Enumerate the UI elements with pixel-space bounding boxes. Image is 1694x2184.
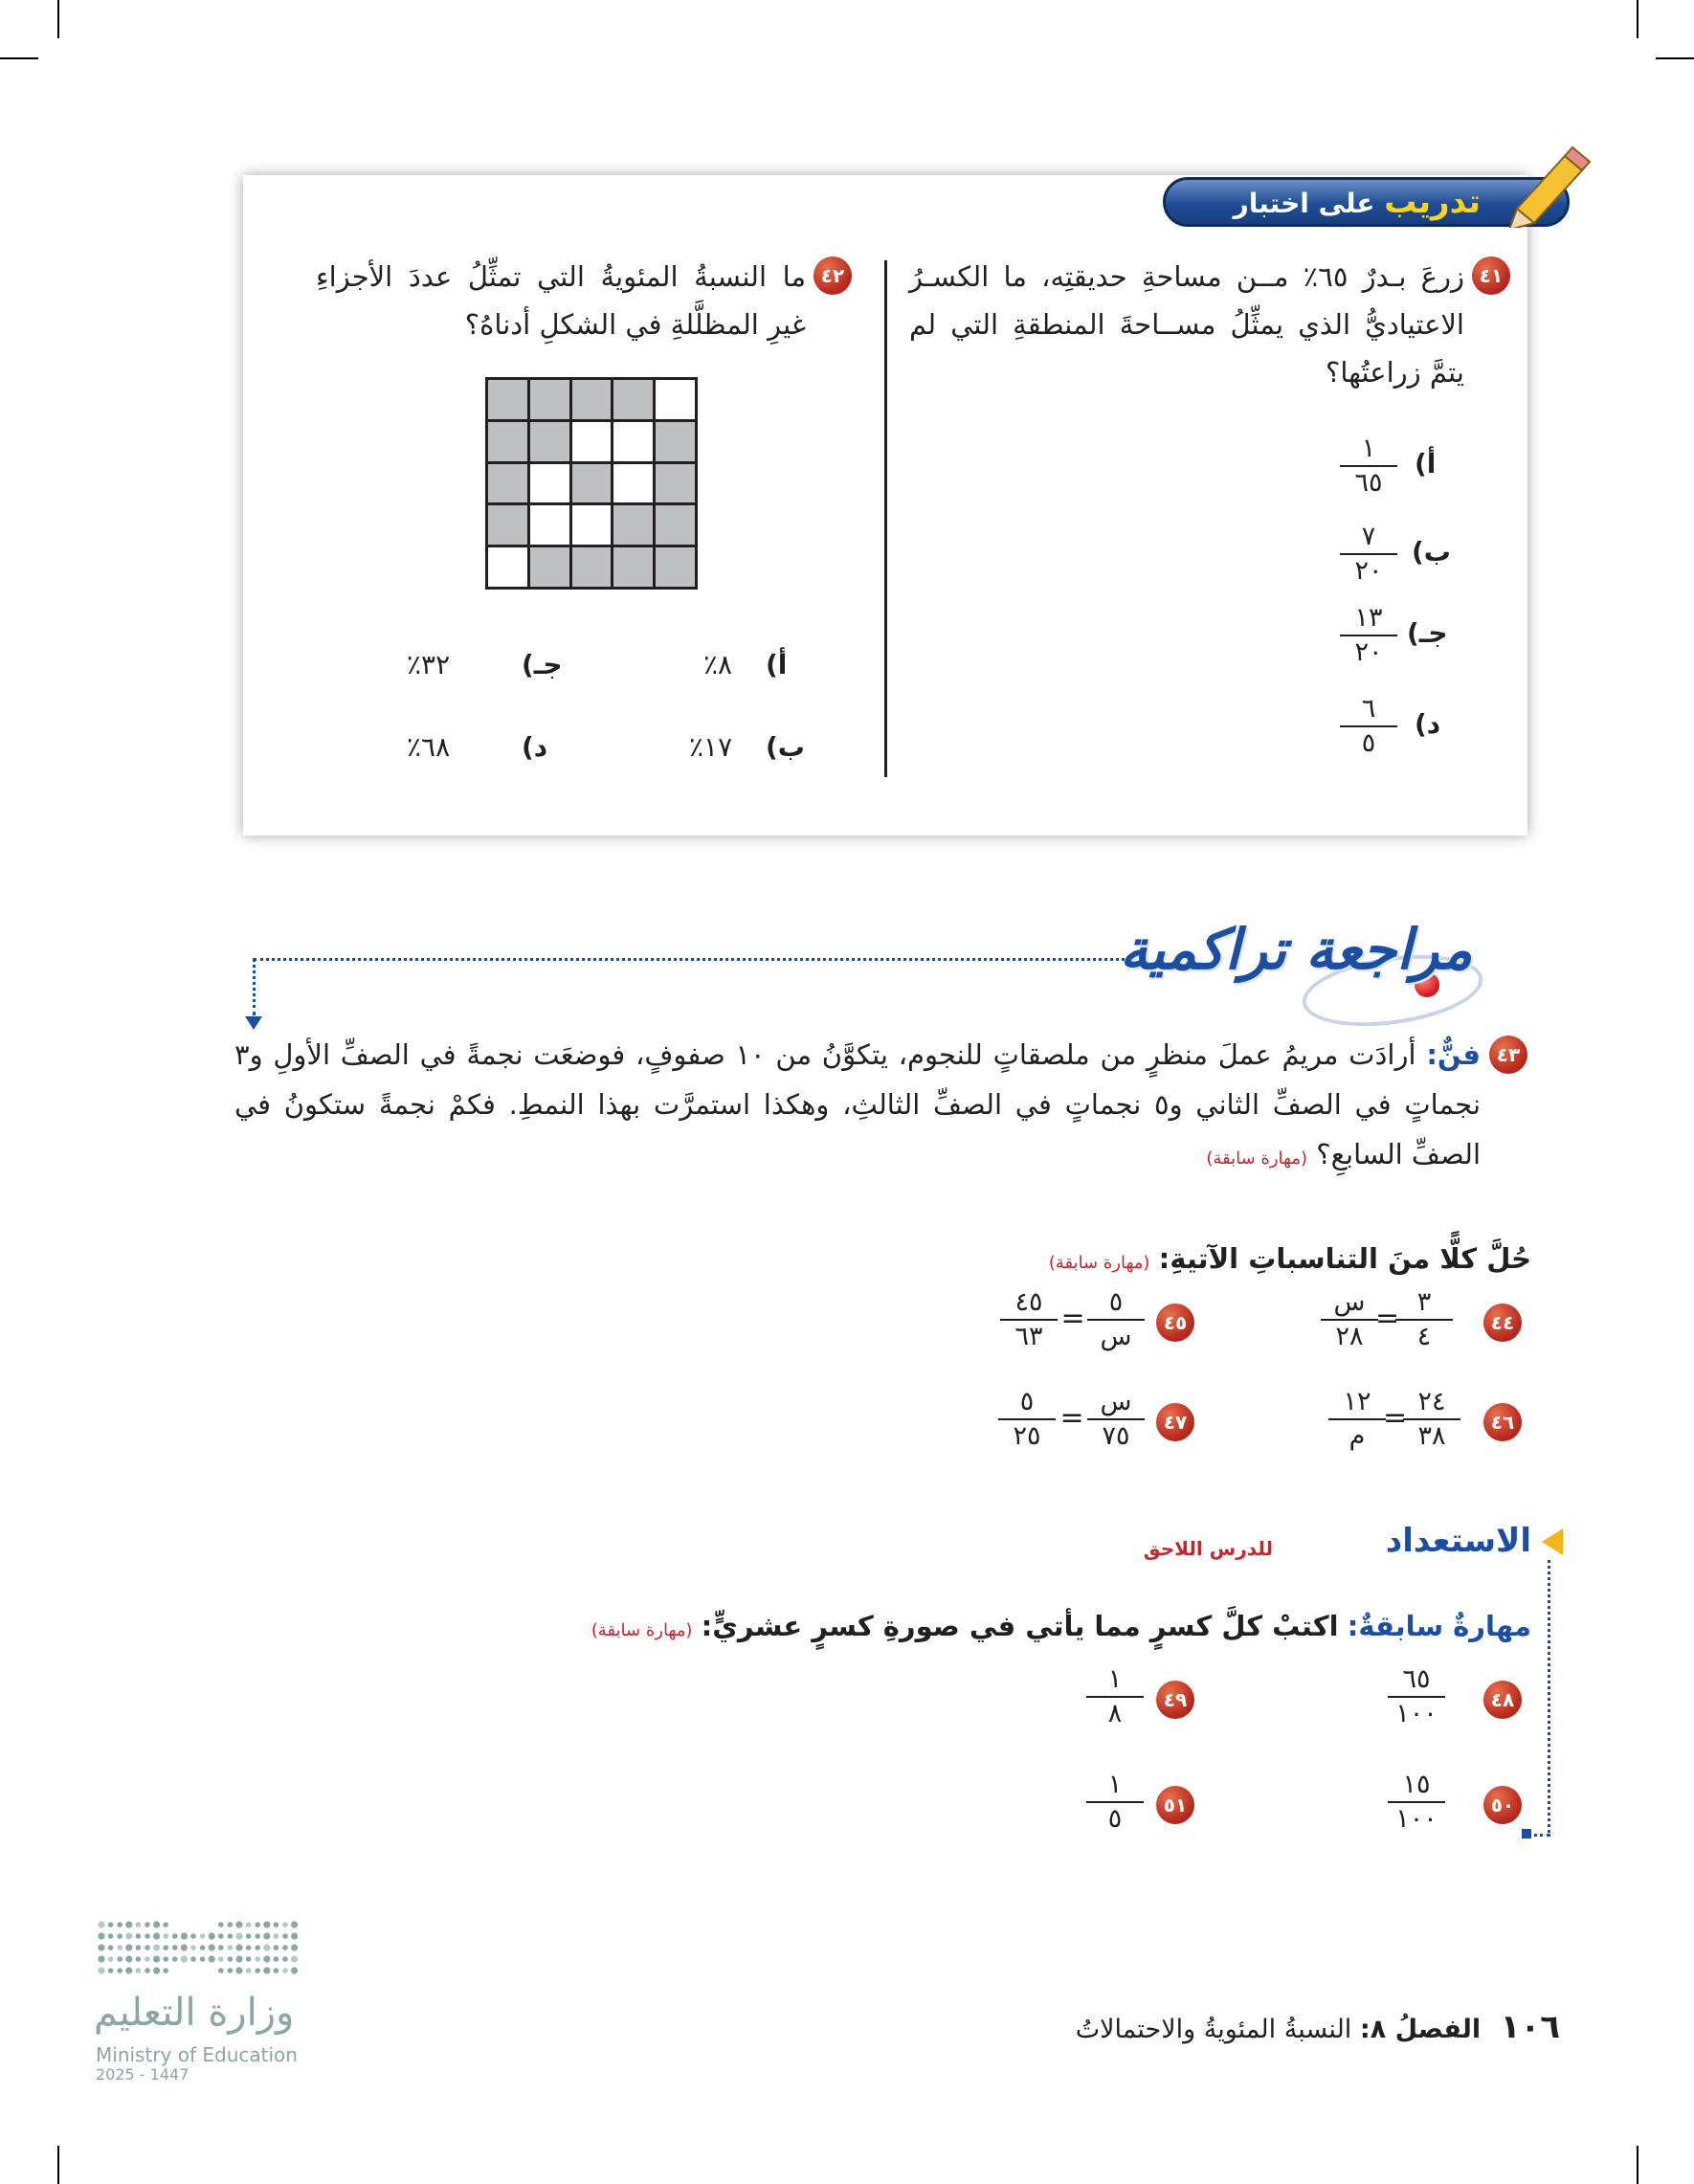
logo-dot [98,1967,104,1973]
logo-dot [153,1955,160,1962]
q41-option-a-label[interactable]: أ) [1415,448,1437,479]
prep-fraction: ١ ٨ [1086,1663,1144,1730]
logo-dot [117,1968,123,1973]
q41-option-b-fraction: ٧ ٢٠ [1340,521,1397,588]
logo-dot [274,1956,279,1962]
equation-right-fraction: ٤٥ ٦٣ [1000,1286,1058,1353]
prep-fraction: ١ ٥ [1086,1769,1144,1836]
logo-dot [263,1921,270,1928]
equals-sign: = [1059,1401,1084,1435]
logo-dot [145,1945,150,1950]
logo-dot [200,1956,206,1962]
prep-subtitle: للدرس اللاحق [1143,1537,1273,1560]
logo-dot [125,1921,132,1928]
prep-dotted-line [1548,1560,1550,1833]
question-number-٥٠: ٥٠ [1483,1786,1522,1824]
logo-dot [282,1945,288,1950]
logo-dot [246,1922,252,1928]
logo-dot [163,1933,168,1939]
skill-tag: (مهارة سابقة) [591,1620,693,1640]
grid-cell-unshaded [613,464,653,503]
review-dotted-connector [253,958,256,1015]
grid-cell-shaded [613,505,653,545]
logo-dot [181,1955,188,1962]
logo-dot [218,1968,224,1973]
logo-dot [218,1922,224,1928]
logo-dot [117,1945,123,1950]
logo-dot [291,1921,298,1928]
equation-left-fraction: ٥ س [1087,1286,1145,1353]
logo-dot [282,1922,288,1928]
logo-dot [200,1933,206,1939]
logo-dot [136,1968,142,1973]
logo-dot [263,1955,270,1962]
ministry-name-english: Ministry of Education [96,2043,298,2066]
logo-dot [145,1922,150,1928]
equation-right-fraction: ٥ ٢٥ [998,1386,1056,1453]
grid-cell-shaded [530,380,569,419]
logo-dot [282,1956,288,1962]
question-43-lead: فنٌّ: [1426,1038,1481,1071]
grid-cell-unshaded [530,464,569,503]
logo-dot [282,1933,288,1939]
cumulative-review-title: مراجعة تراكمية [1120,917,1473,982]
question-number-٥١: ٥١ [1156,1786,1194,1824]
logo-dot [98,1955,104,1962]
logo-dot [98,1921,104,1928]
logo-dot [163,1956,168,1962]
logo-dot [190,1933,196,1939]
logo-dot [263,1932,270,1939]
logo-dot [108,1956,114,1962]
logo-dot [235,1932,242,1939]
q41-option-b-label[interactable]: ب) [1412,536,1451,568]
grid-cell-unshaded [613,422,653,461]
logo-dot [136,1956,142,1962]
logo-dot [282,1968,288,1973]
q42-option-b-value: ١٧٪ [689,731,733,763]
question-number-٤٩: ٤٩ [1156,1681,1194,1719]
crop-mark [0,57,38,59]
grid-cell-shaded [488,422,527,461]
logo-dot [153,1932,160,1939]
question-42-text: ما النسبةُ المئويةُ التي تمثِّلُ عددَ الأجزاءِ غيرِ المظلَّلةِ في الشكلِ أدناهُ؟ [316,260,806,341]
logo-dot [255,1956,260,1962]
logo-dot [246,1945,252,1950]
grid-cell-unshaded [530,505,569,545]
question-number-42: ٤٢ [814,256,852,295]
logo-dot [228,1956,234,1962]
equation-right-fraction: س ٢٨ [1321,1286,1378,1353]
grid-cell-unshaded [488,547,527,587]
prep-fraction: ٦٥ ١٠٠ [1388,1663,1445,1730]
question-number-٤٤: ٤٤ [1483,1304,1522,1342]
equals-sign: = [1375,1302,1400,1335]
prep-instruction-text: اكتبْ كلَّ كسرٍ مما يأتي في صورةِ كسرٍ عشريٍّ: [701,1610,1339,1642]
logo-dot [291,1955,298,1962]
grid-cell-shaded [488,505,527,545]
q42-option-b-label[interactable]: ب) [766,731,805,763]
logo-dot [291,1967,298,1973]
q41-option-a-fraction: ١ ٦٥ [1340,433,1397,500]
logo-dot [246,1933,252,1939]
prep-title: الاستعداد [1385,1522,1531,1560]
logo-dot [228,1933,234,1939]
logo-dot [98,1932,104,1939]
proportions-instruction [574,1235,1531,1287]
shaded-grid-figure [485,377,698,590]
logo-dot [117,1956,123,1962]
crop-mark [1637,0,1638,38]
logo-dot [274,1945,279,1950]
question-number-٤٦: ٤٦ [1483,1403,1522,1441]
question-number-٤٧: ٤٧ [1156,1403,1194,1441]
logo-dot [263,1967,270,1973]
crop-mark [1656,57,1694,59]
logo-dot [181,1932,188,1939]
logo-dot [255,1933,260,1939]
column-divider [884,260,887,777]
logo-dot [153,1967,160,1973]
logo-dot [172,1933,178,1939]
ministry-name-arabic: وزارة التعليم [94,1991,295,2035]
logo-dot [163,1945,168,1950]
question-number-٤٨: ٤٨ [1483,1681,1522,1719]
prep-instruction [383,1602,1531,1655]
banner-word-practice: تدريب [1384,183,1481,221]
logo-dot [255,1945,260,1950]
logo-dot [209,1932,215,1939]
grid-cell-unshaded [572,505,612,545]
grid-cell-shaded [572,380,612,419]
prep-fraction: ١٥ ١٠٠ [1388,1769,1445,1836]
logo-dot [274,1922,279,1928]
equals-sign: = [1383,1401,1408,1435]
logo-dot [172,1956,178,1962]
logo-dot [190,1945,196,1950]
skill-tag: (مهارة سابقة) [1048,1253,1150,1273]
prep-square-marker [1522,1829,1531,1839]
grid-cell-shaded [572,547,612,587]
chapter-title: النسبةُ المئويةُ والاحتمالاتُ [1075,2015,1352,2044]
grid-cell-shaded [530,422,569,461]
down-arrow-icon [245,1016,262,1030]
q41-option-c-label[interactable]: جـ) [1407,617,1448,649]
logo-dot [291,1932,298,1939]
crop-mark [57,0,59,38]
logo-dot [235,1921,242,1928]
equation-left-fraction: ٢٤ ٣٨ [1403,1386,1460,1453]
prep-lead: مهارةٌ سابقةٌ: [1347,1610,1531,1642]
grid-cell-shaded [488,380,527,419]
logo-dot [145,1956,150,1962]
logo-dot [291,1944,298,1950]
logo-dot [136,1933,142,1939]
logo-dot [136,1945,142,1950]
logo-dot [108,1922,114,1928]
logo-dot [209,1944,215,1950]
q41-option-c-fraction: ١٣ ٢٠ [1340,602,1397,669]
logo-dot [246,1956,252,1962]
q42-option-d-value: ٦٨٪ [407,731,451,763]
pencil-icon [1498,142,1594,228]
logo-dot [263,1944,270,1950]
logo-dot [228,1968,234,1973]
logo-dot [190,1956,196,1962]
logo-dot [125,1944,132,1950]
grid-cell-shaded [656,505,695,545]
grid-cell-shaded [613,547,653,587]
ministry-logo-icon [96,1919,301,1978]
logo-dot [181,1944,188,1950]
grid-cell-unshaded [572,422,612,461]
logo-dot [117,1922,123,1928]
logo-dot [274,1933,279,1939]
logo-dot [163,1968,168,1973]
logo-dot [163,1922,168,1928]
logo-dot [153,1921,160,1928]
skill-tag: (مهارة سابقة) [1206,1148,1307,1169]
review-dotted-line [254,958,1125,961]
logo-dot [108,1933,114,1939]
equals-sign: = [1060,1302,1085,1335]
logo-dot [172,1945,178,1950]
question-number-41: ٤١ [1472,256,1510,295]
q42-option-a-value: ٨٪ [703,649,733,680]
logo-dot [228,1922,234,1928]
logo-dot [125,1967,132,1973]
logo-dot [117,1933,123,1939]
logo-dot [108,1968,114,1973]
equation-left-fraction: س ٧٥ [1087,1386,1145,1453]
logo-dot [255,1968,260,1973]
logo-dot [200,1945,206,1950]
logo-dot [125,1932,132,1939]
grid-cell-unshaded [656,380,695,419]
grid-cell-shaded [488,464,527,503]
grid-cell-shaded [572,464,612,503]
q42-option-c-value: ٣٢٪ [407,649,451,680]
triangle-marker-icon [1542,1528,1563,1555]
logo-dot [218,1945,224,1950]
grid-cell-shaded [656,422,695,461]
question-43-text [234,1030,1481,1184]
logo-dot [218,1933,224,1939]
logo-dot [228,1945,234,1950]
equation-left-fraction: ٣ ٤ [1395,1286,1453,1353]
question-41-text: زرعَ بـدرٌ ٦٥٪ مــن مساحةِ حديقتِه، ما الكسـرُ الاعتياديُّ الذي يمثِّلُ مســاحةَ المنطقةِ التي لم يتمَّ زراعتُها؟ [909,260,1464,389]
q41-option-d-label[interactable]: د) [1415,708,1441,740]
question-number-43: ٤٣ [1489,1036,1527,1074]
logo-dot [246,1968,252,1973]
logo-dot [235,1944,242,1950]
logo-dot [218,1956,224,1962]
logo-dot [153,1944,160,1950]
logo-dot [136,1922,142,1928]
logo-dot [274,1968,279,1973]
academic-year: 2025 - 1447 [96,2065,189,2084]
question-number-٤٥: ٤٥ [1156,1304,1194,1342]
proportions-instruction-text: حُلَّ كلًّا منَ التناسباتِ الآتيةِ: [1158,1242,1531,1275]
banner-word-exam: على اختبار [1233,188,1375,219]
logo-dot [255,1922,260,1928]
crop-mark [1637,2146,1638,2184]
logo-dot [235,1955,242,1962]
page-number: ١٠٦ [1500,2008,1560,2046]
logo-dot [98,1944,104,1950]
q41-option-d-fraction: ٦ ٥ [1340,693,1397,760]
logo-dot [108,1945,114,1950]
grid-cell-shaded [613,380,653,419]
crop-mark [57,2146,59,2184]
grid-cell-shaded [656,547,695,587]
chapter-label: الفصلُ ٨: [1359,2015,1482,2044]
question-43-body: أرادَت مريمُ عملَ منظرٍ من ملصقاتٍ للنجوم، يتكوَّنُ من ١٠ صفوفٍ، فوضعَت نجمةً في الصفِّ الأولِ و٣ نجماتٍ في الصفِّ الثاني و٥ نجماتٍ في الصفِّ الثالثِ، وهكذا استمرَّت بهذا النمطِ. فكمْ نجمةً ستكونُ في الصفِّ السابعِ؟ [234,1038,1482,1170]
logo-dot [145,1933,150,1939]
equation-right-fraction: ١٢ م [1328,1386,1386,1453]
logo-dot [235,1967,242,1973]
logo-dot [125,1955,132,1962]
q42-option-c-label[interactable]: جـ) [522,649,563,680]
q42-option-a-label[interactable]: أ) [766,649,788,680]
grid-cell-shaded [530,547,569,587]
logo-dot [145,1968,150,1973]
page-footer [1076,2008,1560,2046]
grid-cell-shaded [656,464,695,503]
logo-dot [209,1955,215,1962]
q42-option-d-label[interactable]: د) [522,731,548,763]
